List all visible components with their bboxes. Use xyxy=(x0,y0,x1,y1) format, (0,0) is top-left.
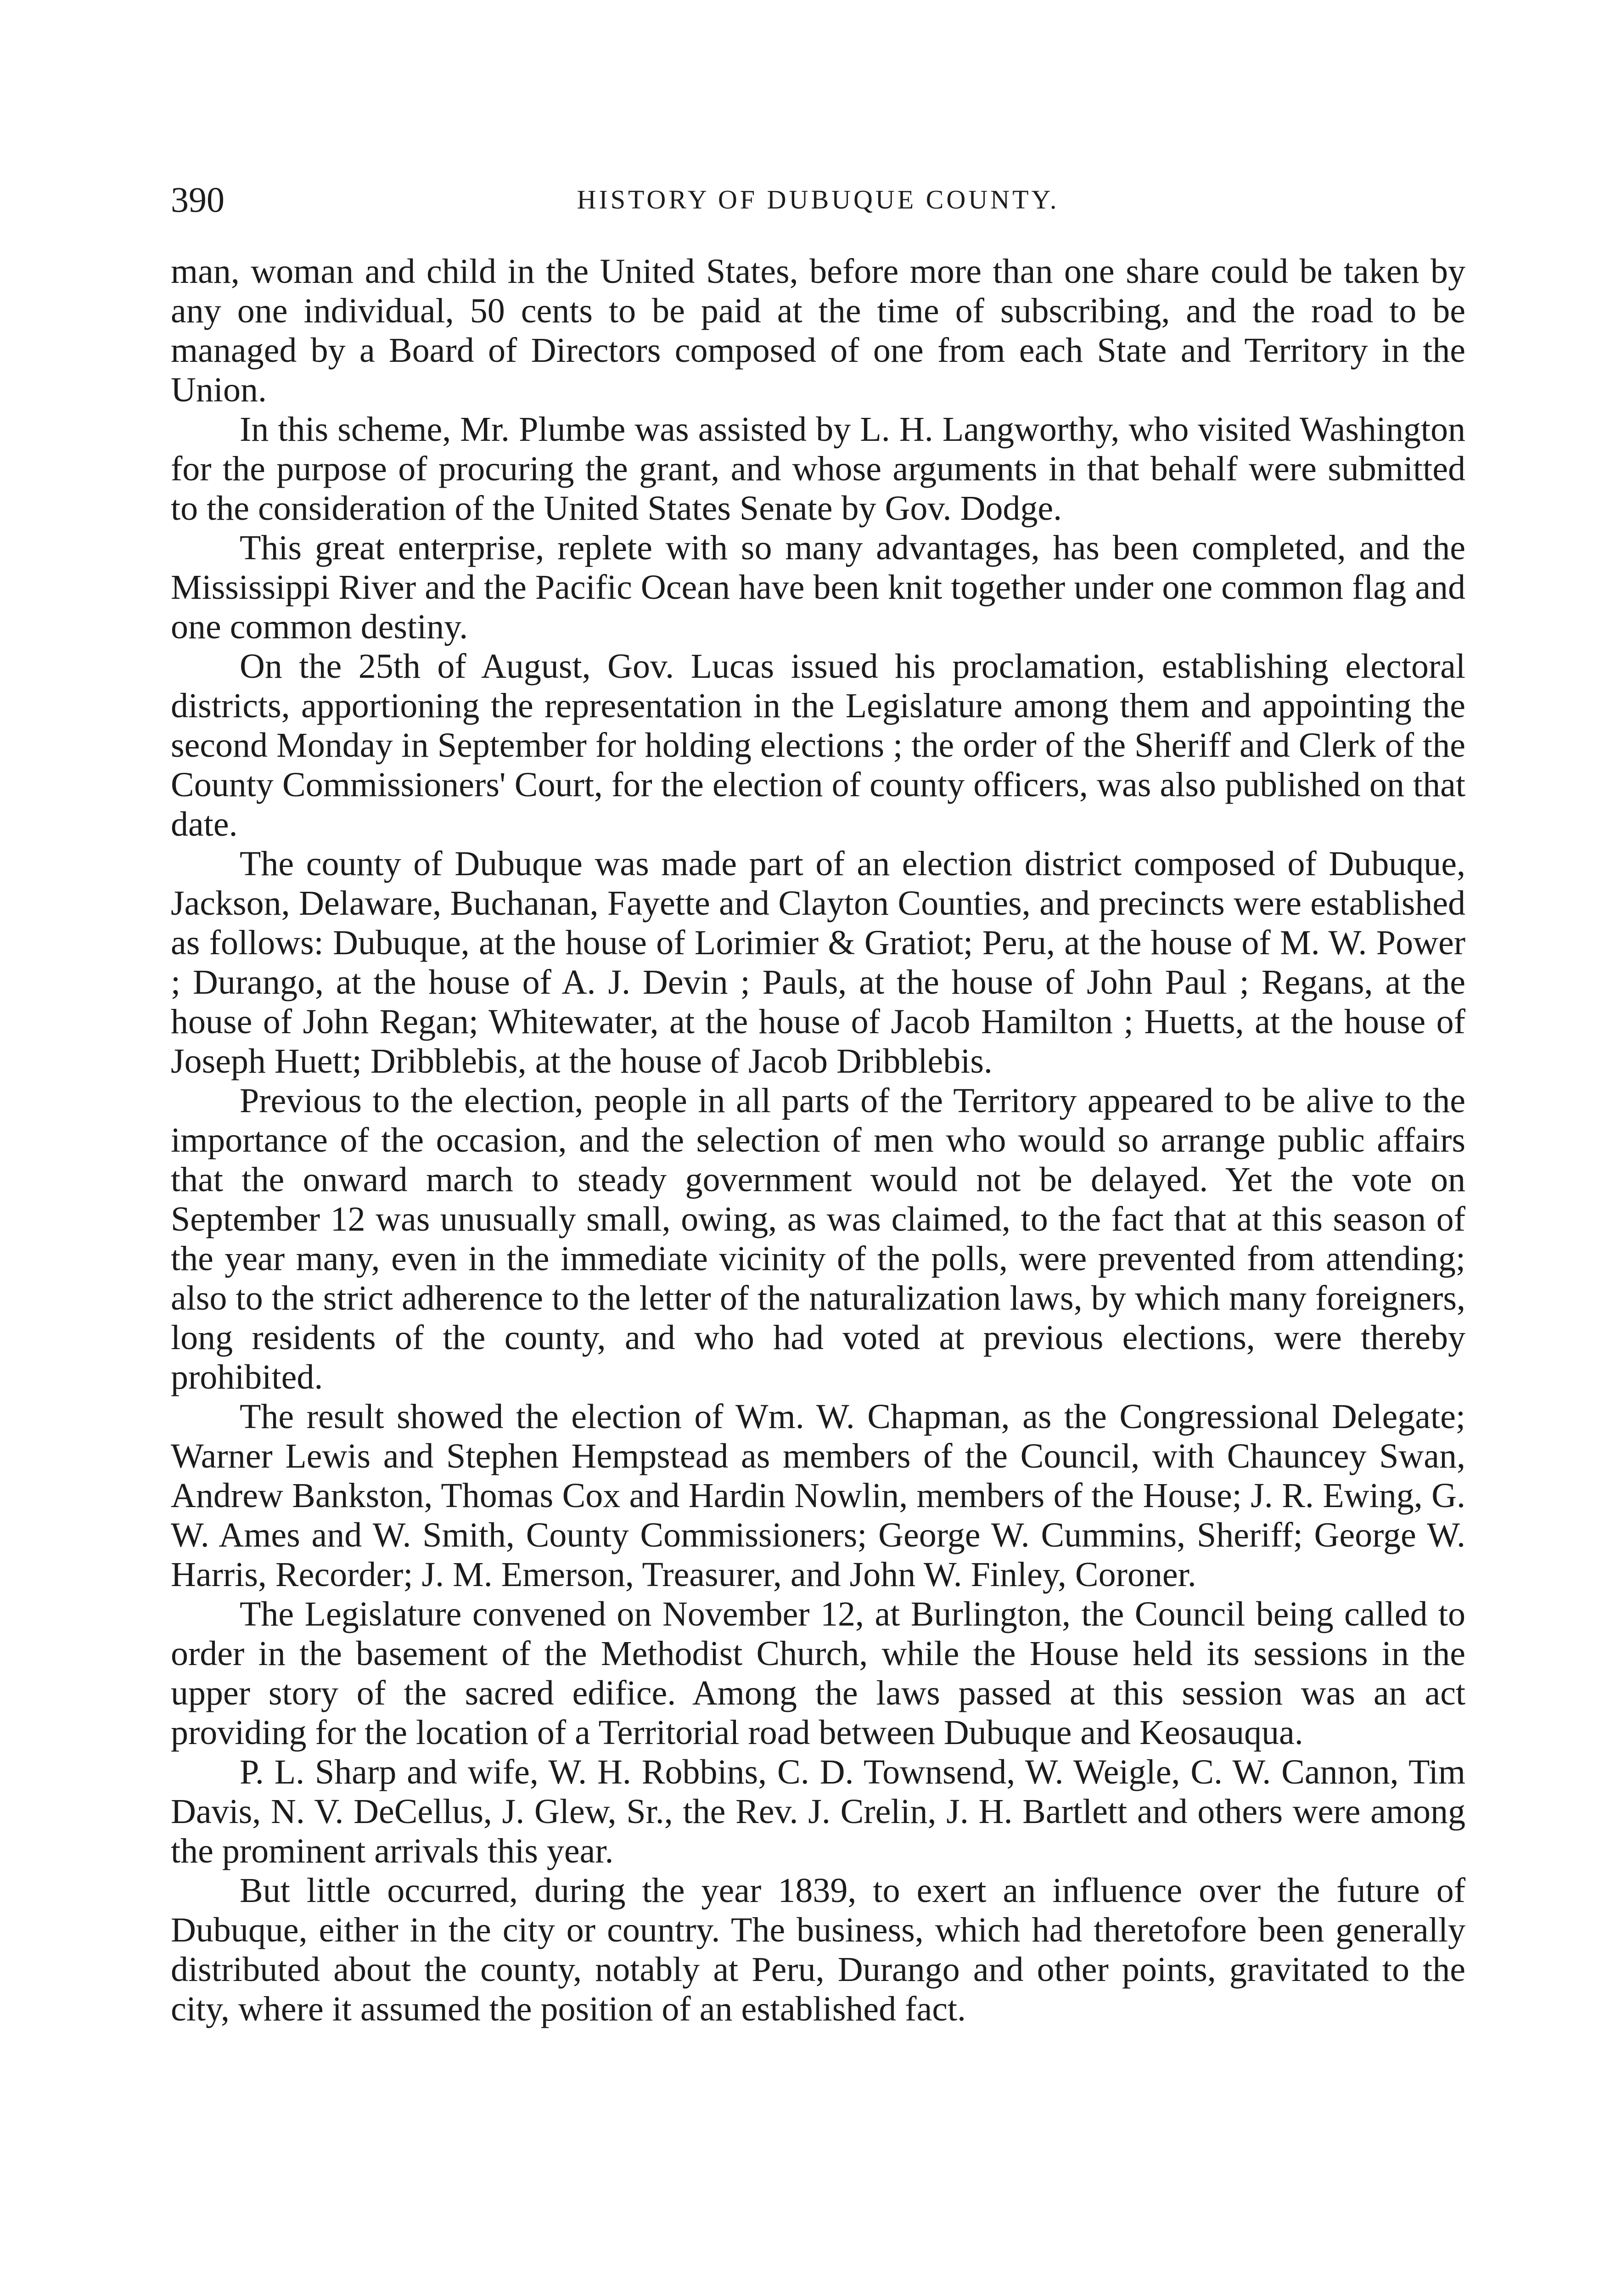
running-title: HISTORY OF DUBUQUE COUNTY. xyxy=(577,185,1060,214)
paragraph: The Legislature convened on November 12, at Burlington, the Council being called to order in the basement of the Methodist Church, while the House held its sessions in the upper story of the sacred edifice. Among the laws passed at this session was an act providing for the location of a Territorial road between Dubuque and Keosauqua. xyxy=(171,1595,1465,1752)
paragraph: The result showed the election of Wm. W. Chapman, as the Congressional Delegate; Warner Lewis and Stephen Hempstead as members of the Council, with Chauncey Swan, Andrew Bankston, Thomas Cox and Hardin Nowlin, members of the House; J. R. Ewing, G. W. Ames and W. Smith, County Commissioners; George W. Cummins, Sheriff; George W. Harris, Recorder; J. M. Emerson, Treasurer, and John W. Finley, Coroner. xyxy=(171,1397,1465,1594)
paragraph: But little occurred, during the year 1839, to exert an influence over the future of Dubuque, either in the city or country. The business, which had theretofore been generally distributed about the county, notably at Peru, Durango and other points, gravitated to the city, where it assumed the position of an established fact. xyxy=(171,1871,1465,2028)
paragraph-continued: man, woman and child in the United States, before more than one share could be taken by any one individual, 50 cents to be paid at the time of subscribing, and the road to be managed by a Board of Directors composed of one from each State and Territory in the Union. xyxy=(171,252,1465,409)
page-number: 390 xyxy=(171,180,224,219)
paragraph: The county of Dubuque was made part of an election district composed of Dubuque, Jackson, Delaware, Buchanan, Fayette and Clayton Counties, and precincts were established as follows: Dubuque, at the house of Lorimier & Gratiot; Peru, at the house of M. W. Power ; Durango, at the house of A. J. Devin ; Pauls, at the house of John Paul ; Regans, at the house of John Regan; Whitewater, at the house of Jacob Hamilton ; Huetts, at the house of Joseph Huett; Dribblebis, at the house of Jacob Dribblebis. xyxy=(171,844,1465,1080)
paragraph: On the 25th of August, Gov. Lucas issued his proclamation, establishing electoral districts, apportioning the representation in the Legislature among them and appointing the second Monday in September for holding elections ; the order of the Sheriff and Clerk of the County Commissioners' Court, for the election of county officers, was also published on that date. xyxy=(171,647,1465,844)
running-head xyxy=(171,174,1465,225)
paragraph: In this scheme, Mr. Plumbe was assisted by L. H. Langworthy, who visited Washington for the purpose of procuring the grant, and whose arguments in that behalf were submitted to the consideration of the United States Senate by Gov. Dodge. xyxy=(171,410,1465,528)
paragraph: P. L. Sharp and wife, W. H. Robbins, C. D. Townsend, W. Weigle, C. W. Cannon, Tim Davis, N. V. DeCellus, J. Glew, Sr., the Rev. J. Crelin, J. H. Bartlett and others were among the prominent arrivals this year. xyxy=(171,1753,1465,1870)
paragraph: This great enterprise, replete with so many advantages, has been completed, and the Mississippi River and the Pacific Ocean have been knit together under one common flag and one common destiny. xyxy=(171,529,1465,646)
paragraph: Previous to the election, people in all parts of the Territory appeared to be alive to the importance of the occasion, and the selection of men who would so arrange public affairs that the onward march to steady government would not be delayed. Yet the vote on September 12 was unusually small, owing, as was claimed, to the fact that at this season of the year many, even in the immediate vicinity of the polls, were prevented from attending; also to the strict adherence to the letter of the naturalization laws, by which many foreigners, long residents of the county, and who had voted at previous elections, were thereby prohibited. xyxy=(171,1081,1465,1396)
body-text xyxy=(171,252,1465,2029)
